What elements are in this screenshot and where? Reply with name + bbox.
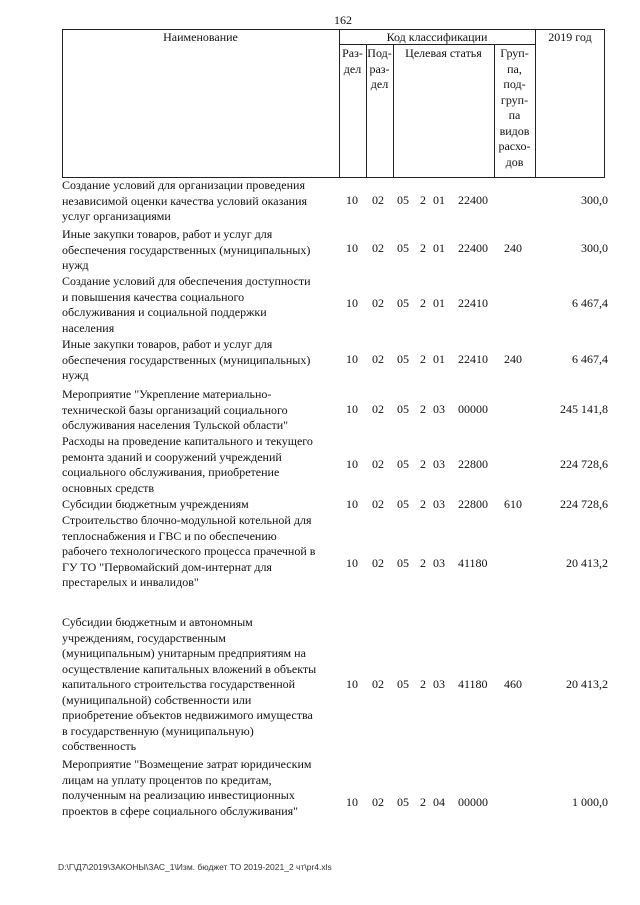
row-target-4: 22410 (458, 352, 488, 366)
row-amount: 245 141,8 (560, 402, 608, 416)
row-podrazdel: 02 (372, 193, 384, 207)
row-razdel: 10 (346, 795, 358, 809)
row-target-2: 2 (420, 296, 426, 310)
row-target-1: 05 (397, 193, 409, 207)
row-target-1: 05 (397, 402, 409, 416)
row-target-3: 01 (433, 296, 445, 310)
row-razdel: 10 (346, 457, 358, 471)
row-razdel: 10 (346, 677, 358, 691)
row-razdel: 10 (346, 556, 358, 570)
file-path-footer: D:\Г\Д7\2019\ЗАКОНЫ\ЗАС_1\Изм. бюджет ТО 2019-2021_2 чт\pr4.xls (58, 862, 332, 872)
row-name: Строительство блочно-модульной котельной для теплоснабжения и ГВС и по обеспечению рабочего технологического процесса прачечной в ГУ ТО "Первомайский дом-интернат для престарелых и инвалидов" (62, 513, 316, 589)
row-name: Иные закупки товаров, работ и услуг для обеспечения государственных (муниципальных) нужд (62, 337, 311, 382)
row-name: Расходы на проведение капитального и текущего ремонта зданий и сооружений учреждений социального обслуживания, приобретение основных средств (62, 434, 313, 495)
row-target-2: 2 (420, 556, 426, 570)
row-target-3: 03 (433, 402, 445, 416)
row-target-3: 03 (433, 556, 445, 570)
row-name: Создание условий для обеспечения доступности и повышения качества социального обслуживания и социальной поддержки населения (62, 274, 311, 335)
row-group: 240 (504, 352, 522, 366)
row-target-2: 2 (420, 402, 426, 416)
header-group: Груп- па, под- груп- па видов расхо- дов (498, 46, 531, 169)
row-group: 610 (504, 497, 522, 511)
header-target: Целевая статья (405, 46, 482, 60)
row-target-4: 41180 (458, 556, 488, 570)
row-target-4: 22800 (458, 457, 488, 471)
row-target-4: 22400 (458, 241, 488, 255)
header-podrazdel: Под- раз- дел (367, 46, 392, 91)
row-podrazdel: 02 (372, 795, 384, 809)
row-target-3: 01 (433, 193, 445, 207)
row-target-2: 2 (420, 352, 426, 366)
row-podrazdel: 02 (372, 241, 384, 255)
row-target-4: 22400 (458, 193, 488, 207)
row-target-1: 05 (397, 677, 409, 691)
row-target-1: 05 (397, 556, 409, 570)
row-name: Иные закупки товаров, работ и услуг для обеспечения государственных (муниципальных) нужд (62, 227, 311, 272)
row-amount: 6 467,4 (572, 296, 608, 310)
row-amount: 1 000,0 (572, 795, 608, 809)
row-name: Мероприятие "Возмещение затрат юридическим лицам на уплату процентов по кредитам, полученным на реализацию инвестиционных проектов в сфере социального обслуживания" (62, 757, 312, 818)
row-razdel: 10 (346, 241, 358, 255)
row-target-2: 2 (420, 795, 426, 809)
row-target-2: 2 (420, 193, 426, 207)
header-name: Наименование (163, 30, 238, 44)
row-target-4: 41180 (458, 677, 488, 691)
row-name: Субсидии бюджетным учреждениям (62, 497, 249, 511)
row-target-3: 01 (433, 352, 445, 366)
row-target-1: 05 (397, 457, 409, 471)
row-razdel: 10 (346, 352, 358, 366)
row-target-3: 03 (433, 677, 445, 691)
row-target-4: 00000 (458, 795, 488, 809)
row-amount: 6 467,4 (572, 352, 608, 366)
row-group: 460 (504, 677, 522, 691)
row-podrazdel: 02 (372, 296, 384, 310)
row-podrazdel: 02 (372, 556, 384, 570)
row-podrazdel: 02 (372, 402, 384, 416)
header-classification: Код классификации (386, 30, 488, 44)
row-podrazdel: 02 (372, 352, 384, 366)
row-target-3: 04 (433, 795, 445, 809)
row-name: Мероприятие "Укрепление материально- технической базы организаций социального обслуживания населения Тульской области" (62, 387, 289, 432)
row-amount: 224 728,6 (560, 457, 608, 471)
row-target-4: 22410 (458, 296, 488, 310)
row-target-2: 2 (420, 677, 426, 691)
header-year: 2019 год (548, 30, 592, 44)
row-target-2: 2 (420, 497, 426, 511)
row-target-2: 2 (420, 457, 426, 471)
row-podrazdel: 02 (372, 497, 384, 511)
row-razdel: 10 (346, 497, 358, 511)
row-target-1: 05 (397, 296, 409, 310)
header-razdel: Раз- дел (342, 46, 363, 76)
row-razdel: 10 (346, 402, 358, 416)
row-amount: 300,0 (581, 193, 608, 207)
row-amount: 224 728,6 (560, 497, 608, 511)
row-amount: 300,0 (581, 241, 608, 255)
page-number: 162 (334, 13, 352, 27)
row-razdel: 10 (346, 296, 358, 310)
row-podrazdel: 02 (372, 677, 384, 691)
row-group: 240 (504, 241, 522, 255)
row-name: Субсидии бюджетным и автономным учреждениям, государственным (муниципальным) унитарным предприятиям на осуществление капитальных вложений в объекты капитального строительства государственной (муниципальной) собственности или приобретение объектов недвижимого имущества в государственную (муниципальную) собственность (62, 615, 317, 753)
row-target-4: 00000 (458, 402, 488, 416)
row-target-1: 05 (397, 497, 409, 511)
row-podrazdel: 02 (372, 457, 384, 471)
row-amount: 20 413,2 (566, 677, 608, 691)
row-target-3: 03 (433, 497, 445, 511)
row-amount: 20 413,2 (566, 556, 608, 570)
row-target-1: 05 (397, 795, 409, 809)
row-target-2: 2 (420, 241, 426, 255)
row-target-3: 01 (433, 241, 445, 255)
row-target-4: 22800 (458, 497, 488, 511)
row-razdel: 10 (346, 193, 358, 207)
row-target-1: 05 (397, 352, 409, 366)
row-name: Создание условий для организации проведения независимой оценки качества условий оказания услуг организациями (62, 178, 308, 223)
row-target-3: 03 (433, 457, 445, 471)
row-target-1: 05 (397, 241, 409, 255)
